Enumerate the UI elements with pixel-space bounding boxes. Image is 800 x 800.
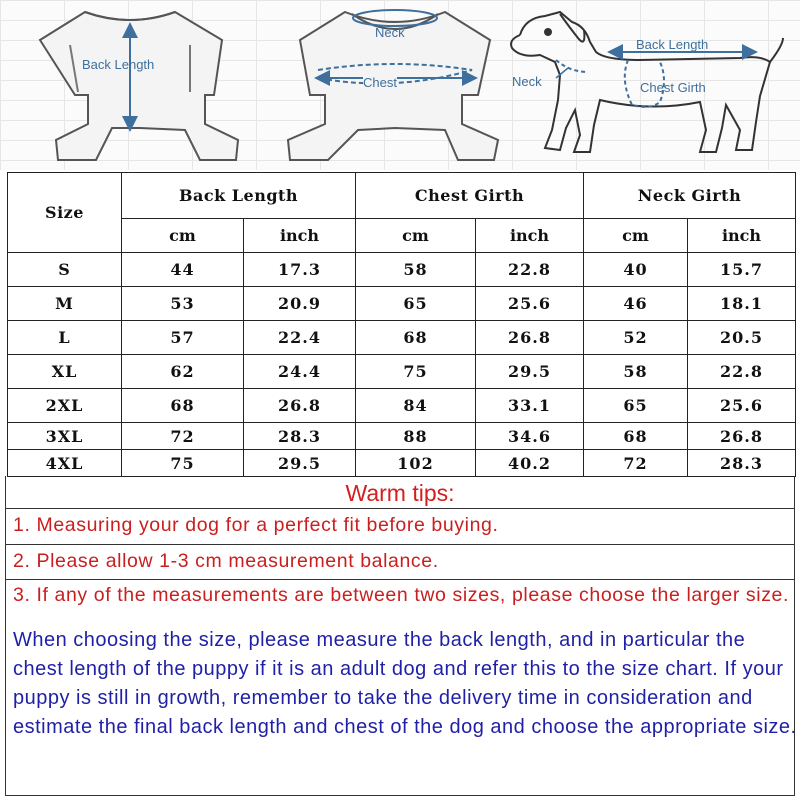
size-cell: XL [8,355,122,389]
table-cell: 75 [122,450,244,477]
dog-chest-girth-label: Chest Girth [640,80,706,95]
unit-header-inch: inch [688,219,796,253]
table-cell: 58 [584,355,688,389]
table-row [8,321,796,355]
size-cell: 2XL [8,389,122,423]
table-row [8,355,796,389]
sizing-note: When choosing the size, please measure the back length, and in particular the chest length of the puppy if it is an adult dog and refer this to the size chart. If your puppy is still in growth, remember to take the delivery time in consideration and estimate the final back length and chest of the dog and choose the appropriate size. [13,629,797,738]
chest-label: Chest [363,75,397,90]
table-cell: 33.1 [476,389,584,423]
table-cell: 65 [584,389,688,423]
unit-header-cm: cm [122,219,244,253]
warm-tips-title: Warm tips: [345,480,455,506]
table-cell: 26.8 [688,423,796,450]
dog-neck-label: Neck [512,74,542,89]
table-cell: 62 [122,355,244,389]
back-length-label: Back Length [82,57,155,72]
table-cell: 20.5 [688,321,796,355]
garment-back-view-icon [40,12,238,160]
table-row [8,450,796,477]
size-cell: M [8,287,122,321]
chest-girth-header: Chest Girth [356,173,584,219]
table-cell: 20.9 [244,287,356,321]
size-chart-table [7,172,796,477]
tip-item: 1. Measuring your dog for a perfect fit before buying. [6,508,794,544]
table-cell: 24.4 [244,355,356,389]
table-cell: 46 [584,287,688,321]
table-cell: 28.3 [688,450,796,477]
table-cell: 28.3 [244,423,356,450]
table-cell: 84 [356,389,476,423]
neck-label: Neck [375,25,405,40]
table-row [8,253,796,287]
size-cell: 4XL [8,450,122,477]
measurement-illustrations [0,0,800,170]
table-row [8,423,796,450]
table-cell: 15.7 [688,253,796,287]
table-cell: 72 [122,423,244,450]
table-cell: 58 [356,253,476,287]
unit-header-cm: cm [584,219,688,253]
table-cell: 68 [356,321,476,355]
warm-tips-panel [5,476,795,796]
table-cell: 25.6 [688,389,796,423]
table-cell: 57 [122,321,244,355]
table-cell: 102 [356,450,476,477]
size-cell: S [8,253,122,287]
size-column-header: Size [8,173,122,253]
size-cell: 3XL [8,423,122,450]
tip-item: 2. Please allow 1-3 cm measurement balance. [6,544,794,579]
table-cell: 40.2 [476,450,584,477]
table-cell: 65 [356,287,476,321]
table-cell: 17.3 [244,253,356,287]
table-row [8,287,796,321]
table-cell: 25.6 [476,287,584,321]
table-cell: 22.8 [688,355,796,389]
table-cell: 22.8 [476,253,584,287]
table-cell: 26.8 [244,389,356,423]
tip-item: 3. If any of the measurements are between two sizes, please choose the larger size. [6,579,794,632]
table-cell: 29.5 [476,355,584,389]
table-cell: 26.8 [476,321,584,355]
table-cell: 18.1 [688,287,796,321]
neck-girth-header: Neck Girth [584,173,796,219]
size-cell: L [8,321,122,355]
table-cell: 44 [122,253,244,287]
unit-header-cm: cm [356,219,476,253]
table-cell: 75 [356,355,476,389]
table-cell: 40 [584,253,688,287]
table-cell: 88 [356,423,476,450]
table-cell: 34.6 [476,423,584,450]
table-cell: 53 [122,287,244,321]
dog-back-length-label: Back Length [636,37,709,52]
table-cell: 29.5 [244,450,356,477]
table-cell: 72 [584,450,688,477]
back-length-header: Back Length [122,173,356,219]
table-row [8,389,796,423]
table-cell: 22.4 [244,321,356,355]
unit-header-inch: inch [244,219,356,253]
table-cell: 68 [584,423,688,450]
unit-header-inch: inch [476,219,584,253]
table-cell: 52 [584,321,688,355]
table-cell: 68 [122,389,244,423]
